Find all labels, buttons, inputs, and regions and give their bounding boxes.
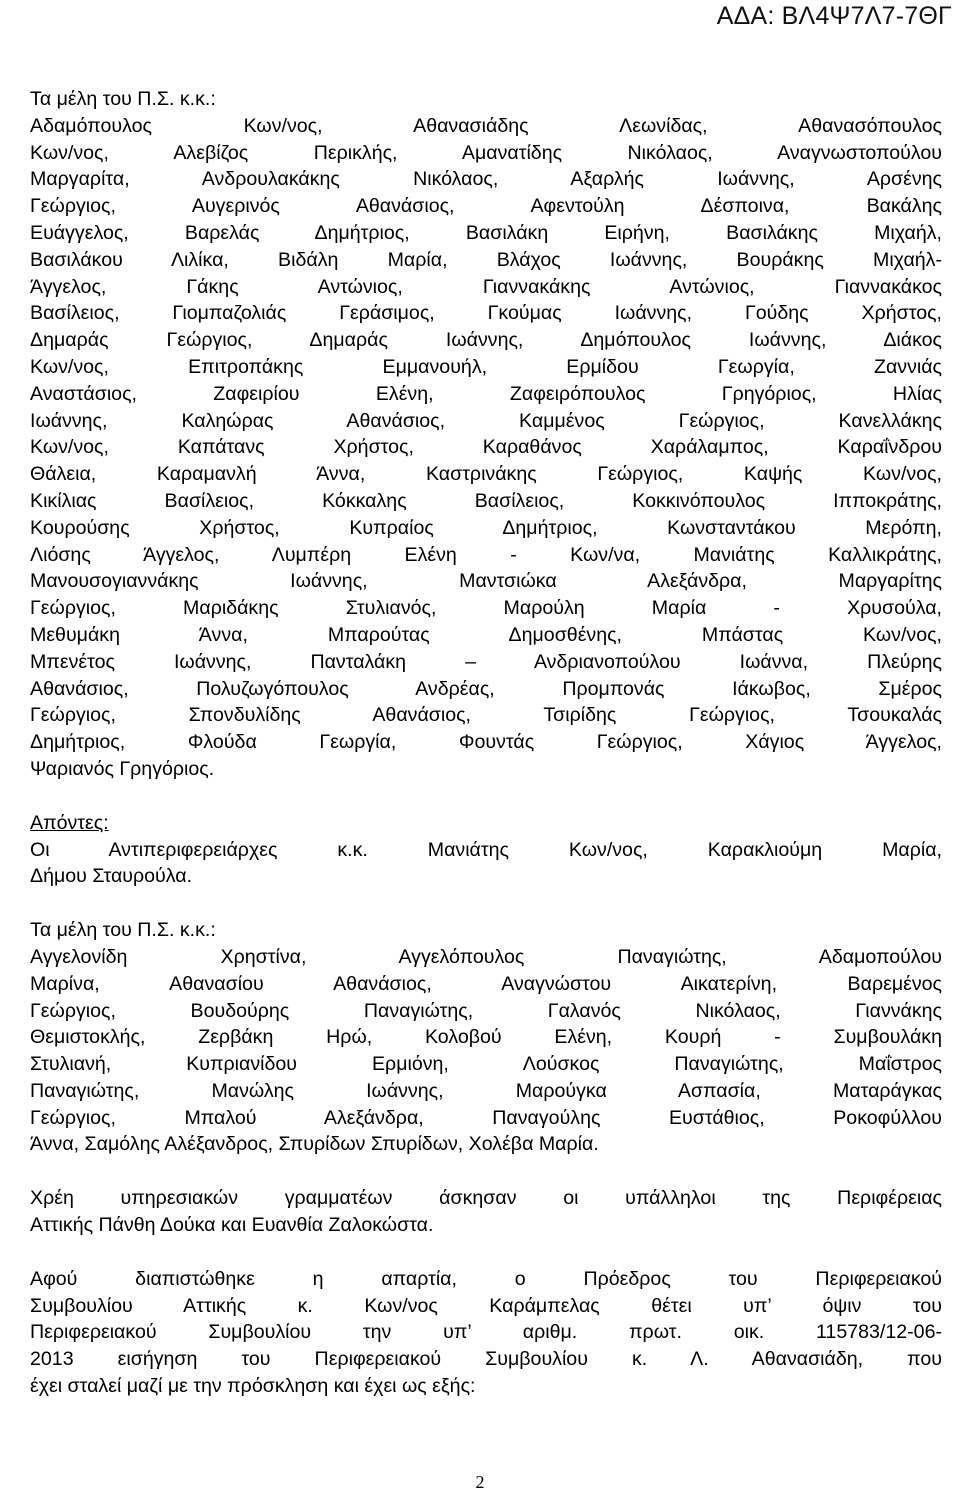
text-line: Μαρίνα, Αθανασίου Αθανάσιος, Αναγνώστου Αικατερίνη, Βαρεμένος: [30, 972, 942, 995]
text-line: Μεθυμάκη Άννα, Μπαρούτας Δημοσθένης, Μπάστας Κων/νος,: [30, 623, 942, 646]
text-line: Βασίλειος, Γιομπαζολιάς Γεράσιμος, Γκούμας Ιωάννης, Γούδης Χρήστος,: [30, 302, 942, 325]
quorum-paragraph: [30, 1266, 942, 1400]
text-line: Κων/νος, Καπάτανς Χρήστος, Καραθάνος Χαράλαμπος, Καραΐνδρου: [30, 436, 942, 459]
members-present-list: [30, 113, 942, 783]
absent-list: [30, 837, 942, 891]
text-line: Θάλεια, Καραμανλή Άννα, Καστρινάκης Γεώργιος, Καψής Κων/νος,: [30, 463, 942, 486]
text-line: Συμβουλίου Αττικής κ. Κων/νος Καράμπελας θέτει υπ’ όψιν του: [30, 1294, 942, 1317]
text-line: Μαργαρίτα, Ανδρουλακάκης Νικόλαος, Αξαρλής Ιωάννης, Αρσένης: [30, 168, 942, 191]
quorum-lines: [30, 1266, 942, 1400]
text-line: Αφού διαπιστώθηκε η απαρτία, ο Πρόεδρος του Περιφερειακού: [30, 1267, 942, 1290]
members-second-heading: Τα μέλη του Π.Σ. κ.κ.:: [30, 919, 216, 942]
members-present-heading: Τα μέλη του Π.Σ. κ.κ.:: [30, 88, 216, 110]
text-line: Δημήτριος, Φλούδα Γεωργία, Φουντάς Γεώργιος, Χάγιος Άγγελος,: [30, 731, 942, 754]
text-line: Θεμιστοκλής, Ζερβάκη Ηρώ, Κολοβού Ελένη, Κουρή - Συμβουλάκη: [30, 1026, 942, 1049]
text-line: Χρέη υπηρεσιακών γραμματέων άσκησαν οι υπάλληλοι της Περιφέρειας: [30, 1187, 942, 1210]
text-line: Αδαμόπουλος Κων/νος, Αθανασιάδης Λεωνίδας, Αθανασόπουλος: [30, 114, 942, 137]
text-line: Γεώργιος, Αυγερινός Αθανάσιος, Αφεντούλη Δέσποινα, Βακάλης: [30, 195, 942, 218]
absent-heading: Απόντες:: [30, 811, 109, 834]
text-line: Λιόσης Άγγελος, Λυμπέρη Ελένη - Κων/να, Μανιάτης Καλλικράτης,: [30, 543, 942, 566]
text-line: Γεώργιος, Μαριδάκης Στυλιανός, Μαρούλη Μαρία - Χρυσούλα,: [30, 597, 942, 620]
members-second-list: [30, 944, 942, 1158]
text-line: Δήμου Σταυρούλα.: [30, 865, 193, 888]
text-line: Ιωάννης, Καληώρας Αθανάσιος, Καμμένος Γεώργιος, Κανελλάκης: [30, 409, 942, 432]
text-line: Γεώργιος, Βουδούρης Παναγιώτης, Γαλανός Νικόλαος, Γιαννάκης: [30, 999, 942, 1022]
text-line: Κων/νος, Αλεβίζος Περικλής, Αμανατίδης Νικόλαος, Αναγνωστοπούλου: [30, 141, 942, 164]
absent-section: [30, 810, 942, 890]
ada-code-header: ΑΔΑ: ΒΛ4Ψ7Λ7-7ΘΓ: [716, 2, 952, 30]
text-line: Κουρούσης Χρήστος, Κυπραίος Δημήτριος, Κωνσταντάκου Μερόπη,: [30, 516, 942, 539]
text-line: Στυλιανή, Κυπριανίδου Ερμιόνη, Λούσκος Παναγιώτης, Μαΐστρος: [30, 1053, 942, 1076]
text-line: Γεώργιος, Σπονδυλίδης Αθανάσιος, Τσιρίδης Γεώργιος, Τσουκαλάς: [30, 704, 942, 727]
text-line: Βασιλάκου Λιλίκα, Βιδάλη Μαρία, Βλάχος Ιωάννης, Βουράκης Μιχαήλ-: [30, 248, 942, 271]
text-line: Αθανάσιος, Πολυζωγόπουλος Ανδρέας, Προμπονάς Ιάκωβος, Σμέρος: [30, 677, 942, 700]
text-line: Αττικής Πάνθη Δούκα και Ευανθία Ζαλοκώστα.: [30, 1214, 434, 1237]
text-line: Αναστάσιος, Ζαφειρίου Ελένη, Ζαφειρόπουλος Γρηγόριος, Ηλίας: [30, 382, 942, 405]
members-second-section: [30, 917, 942, 1158]
members-present-section: [30, 86, 942, 783]
text-line: Οι Αντιπεριφερειάρχες κ.κ. Μανιάτης Κων/νος, Καρακλιούμη Μαρία,: [30, 838, 942, 861]
page-number: 2: [475, 1472, 485, 1492]
text-line: 2013 εισήγηση του Περιφερειακού Συμβουλίου κ. Λ. Αθανασιάδη, που: [30, 1348, 942, 1371]
secretary-paragraph: [30, 1185, 942, 1239]
secretary-lines: [30, 1185, 942, 1239]
text-line: Ψαριανός Γρηγόριος.: [30, 757, 215, 780]
text-line: Μπενέτος Ιωάννης, Πανταλάκη – Ανδριανοπούλου Ιωάννα, Πλεύρης: [30, 650, 942, 673]
document-body: [30, 86, 942, 1400]
text-line: Δημαράς Γεώργιος, Δημαράς Ιωάννης, Δημόπουλος Ιωάννης, Διάκος: [30, 329, 942, 352]
text-line: Ευάγγελος, Βαρελάς Δημήτριος, Βασιλάκη Ειρήνη, Βασιλάκης Μιχαήλ,: [30, 221, 942, 244]
text-line: Κων/νος, Επιτροπάκης Εμμανουήλ, Ερμίδου Γεωργία, Ζαννιάς: [30, 355, 942, 378]
text-line: Άγγελος, Γάκης Αντώνιος, Γιαννακάκης Αντώνιος, Γιαννακάκος: [30, 275, 942, 298]
text-line: Άννα, Σαμόλης Αλέξανδρος, Σπυρίδων Σπυρίδων, Χολέβα Μαρία.: [30, 1133, 599, 1156]
text-line: Περιφερειακού Συμβουλίου την υπ’ αριθμ. πρωτ. οικ. 115783/12-06-: [30, 1321, 942, 1344]
text-line: έχει σταλεί μαζί με την πρόσκληση και έχει ως εξής:: [30, 1375, 476, 1398]
text-line: Μανουσογιαννάκης Ιωάννης, Μαντσιώκα Αλεξάνδρα, Μαργαρίτης: [30, 570, 942, 593]
text-line: Κικίλιας Βασίλειος, Κόκκαλης Βασίλειος, Κοκκινόπουλος Ιπποκράτης,: [30, 489, 942, 512]
text-line: Παναγιώτης, Μανώλης Ιωάννης, Μαρούγκα Ασπασία, Ματαράγκας: [30, 1079, 942, 1102]
text-line: Γεώργιος, Μπαλού Αλεξάνδρα, Παναγούλης Ευστάθιος, Ροκοφύλλου: [30, 1106, 942, 1129]
text-line: Αγγελονίδη Χρηστίνα, Αγγελόπουλος Παναγιώτης, Αδαμοπούλου: [30, 945, 942, 968]
